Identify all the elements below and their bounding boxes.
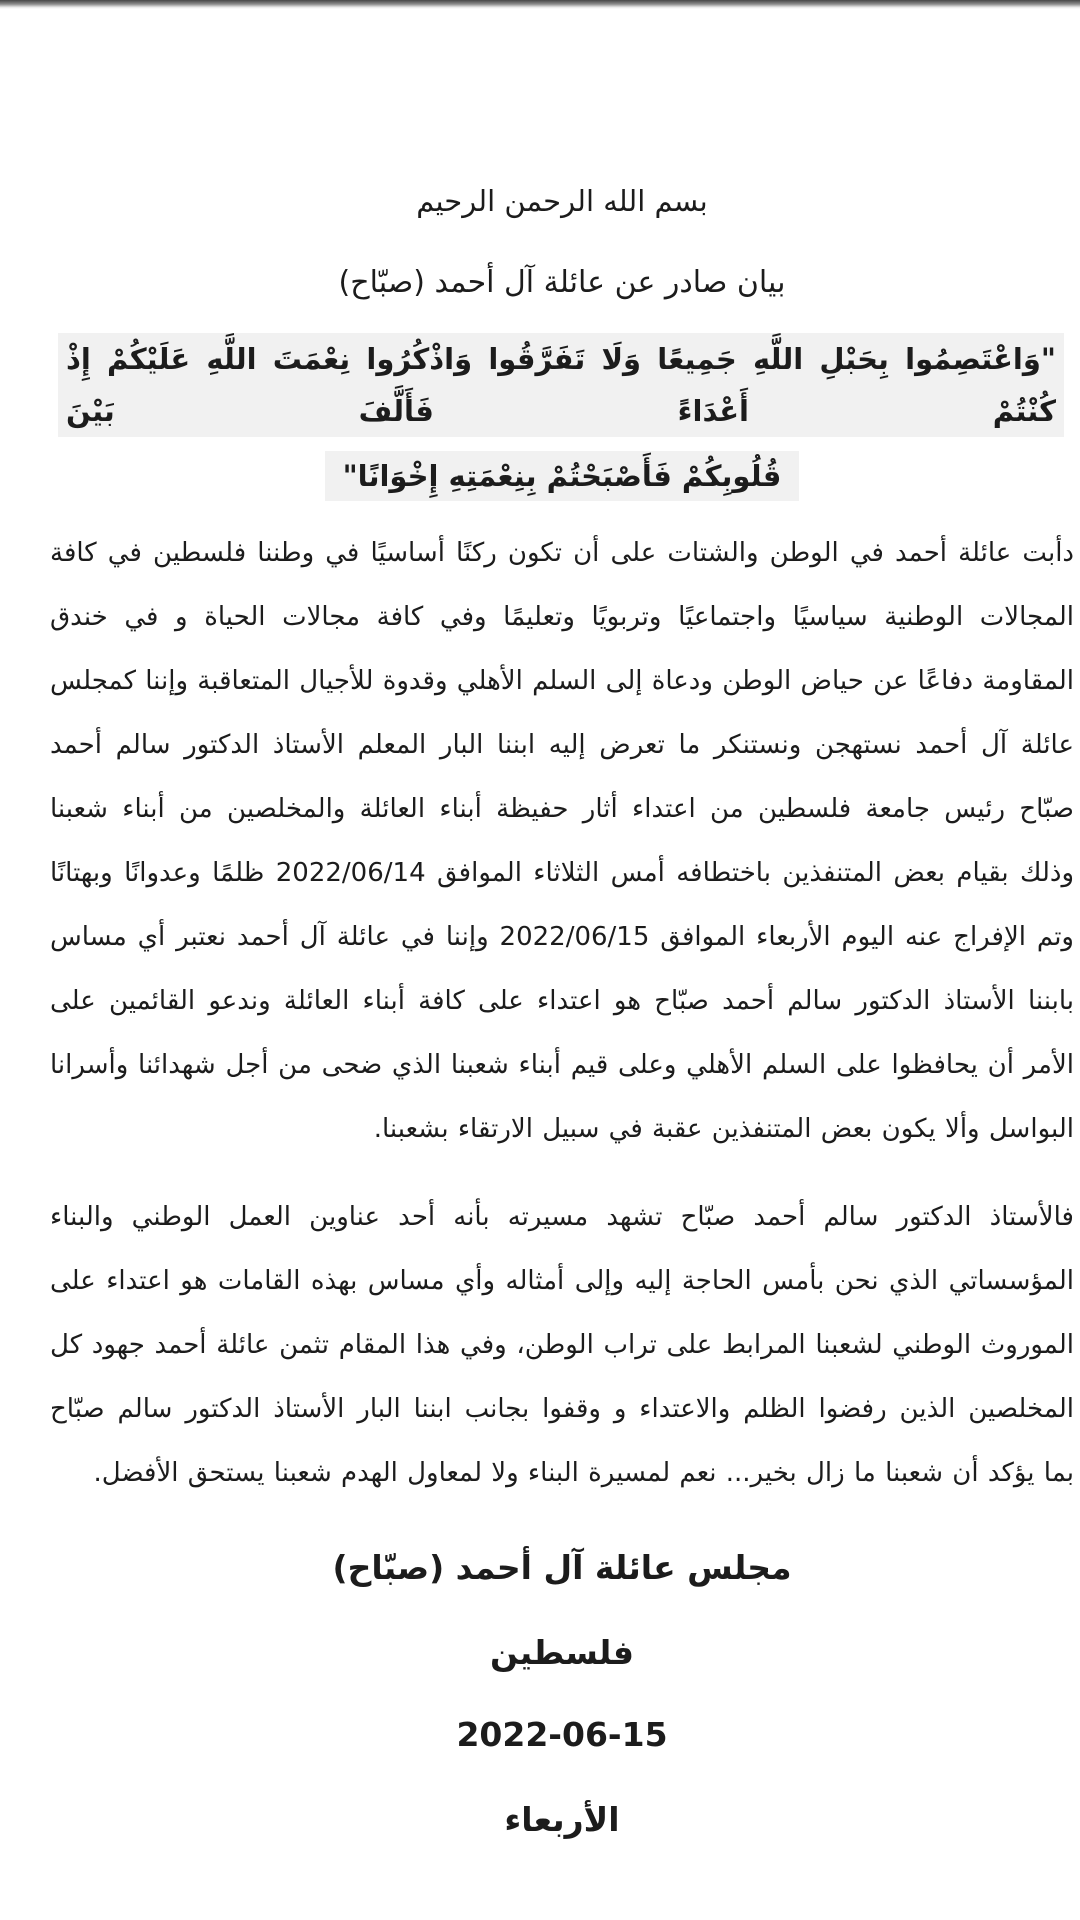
- body-line: المجالات الوطنية سياسيًا واجتماعيًا وتربويًا وتعليمًا وفي كافة مجالات الحياة و في خندق: [50, 602, 1074, 632]
- body-line: صبّاح رئيس جامعة فلسطين من اعتداء أثار حفيظة أبناء العائلة والمخلصين من أبناء شعبنا: [50, 794, 1074, 824]
- body-line: بابننا الأستاذ الدكتور سالم أحمد صبّاح هو اعتداء على كافة أبناء العائلة وندعو القائمين على: [50, 986, 1074, 1016]
- body-line: الأمر أن يحافظوا على السلم الأهلي وعلى قيم أبناء شعبنا الذي ضحى من أجل شهدائنا وأسرانا: [50, 1050, 1074, 1080]
- place-line: فلسطين: [490, 1633, 634, 1672]
- quran-verse-line-2: قُلُوبِكُمْ فَأَصْبَحْتُمْ بِنِعْمَتِهِ إِخْوَانًا": [325, 451, 800, 501]
- basmala-text: بسم الله الرحمن الرحيم: [416, 184, 708, 218]
- paragraph-1: [50, 521, 1074, 1161]
- body-line: وتم الإفراج عنه اليوم الأربعاء الموافق 2022/06/15 وإننا في عائلة آل أحمد نعتبر أي مساس: [50, 922, 1074, 952]
- top-edge-shadow: [0, 0, 1080, 9]
- signature-line: مجلس عائلة آل أحمد (صبّاح): [332, 1548, 792, 1587]
- body-line: وذلك بقيام بعض المتنفذين باختطافه أمس الثلاثاء الموافق 2022/06/14 ظلمًا وعدوانًا وبهتانًا: [50, 858, 1074, 888]
- body-line: عائلة آل أحمد نستهجن ونستنكر ما تعرض إليه ابننا البار المعلم الأستاذ الدكتور سالم أحمد: [50, 730, 1074, 760]
- document-content: [0, 181, 1080, 1847]
- body-line: فالأستاذ الدكتور سالم أحمد صبّاح تشهد مسيرته بأنه أحد عناوين العمل الوطني والبناء: [50, 1202, 1074, 1232]
- date-line: 2022-06-15: [456, 1715, 668, 1754]
- body-line: دأبت عائلة أحمد في الوطن والشتات على أن تكون ركنًا أساسيًا في وطننا فلسطين في كافة: [50, 538, 1074, 568]
- paragraph-2: [50, 1185, 1074, 1505]
- quran-verse-line-1: "وَاعْتَصِمُوا بِحَبْلِ اللَّهِ جَمِيعًا وَلَا تَفَرَّقُوا وَاذْكُرُوا نِعْمَتَ اللَّهِ عَلَيْكُمْ إِذْ كُنْتُمْ أَعْدَاءً فَأَلَّفَ بَيْنَ: [58, 333, 1064, 437]
- body-line: بما يؤكد أن شعبنا ما زال بخير... نعم لمسيرة البناء ولا لمعاول الهدم شعبنا يستحق الأفضل.: [93, 1458, 1074, 1488]
- quran-verse-line-2-wrap: [50, 451, 1074, 501]
- body-line: الموروث الوطني لشعبنا المرابط على تراب الوطن، وفي هذا المقام تثمن عائلة أحمد جهود كل: [50, 1330, 1074, 1360]
- body-line: البواسل وألا يكون بعض المتنفذين عقبة في سبيل الارتقاء بشعبنا.: [373, 1114, 1074, 1144]
- statement-title: بيان صادر عن عائلة آل أحمد (صبّاح): [338, 265, 786, 300]
- weekday-line: الأربعاء: [504, 1800, 620, 1839]
- body-line: المقاومة دفاعًا عن حياض الوطن ودعاة إلى السلم الأهلي وقدوة للأجيال المتعاقبة وإننا كمجلس: [50, 666, 1074, 696]
- body-line: المخلصين الذين رفضوا الظلم والاعتداء و وقفوا بجانب ابننا البار الأستاذ الدكتور سالم صبّاح: [50, 1394, 1074, 1424]
- body-line: المؤسساتي الذي نحن بأمس الحاجة إليه وإلى أمثاله وأي مساس بهذه القامات هو اعتداء على: [50, 1266, 1074, 1296]
